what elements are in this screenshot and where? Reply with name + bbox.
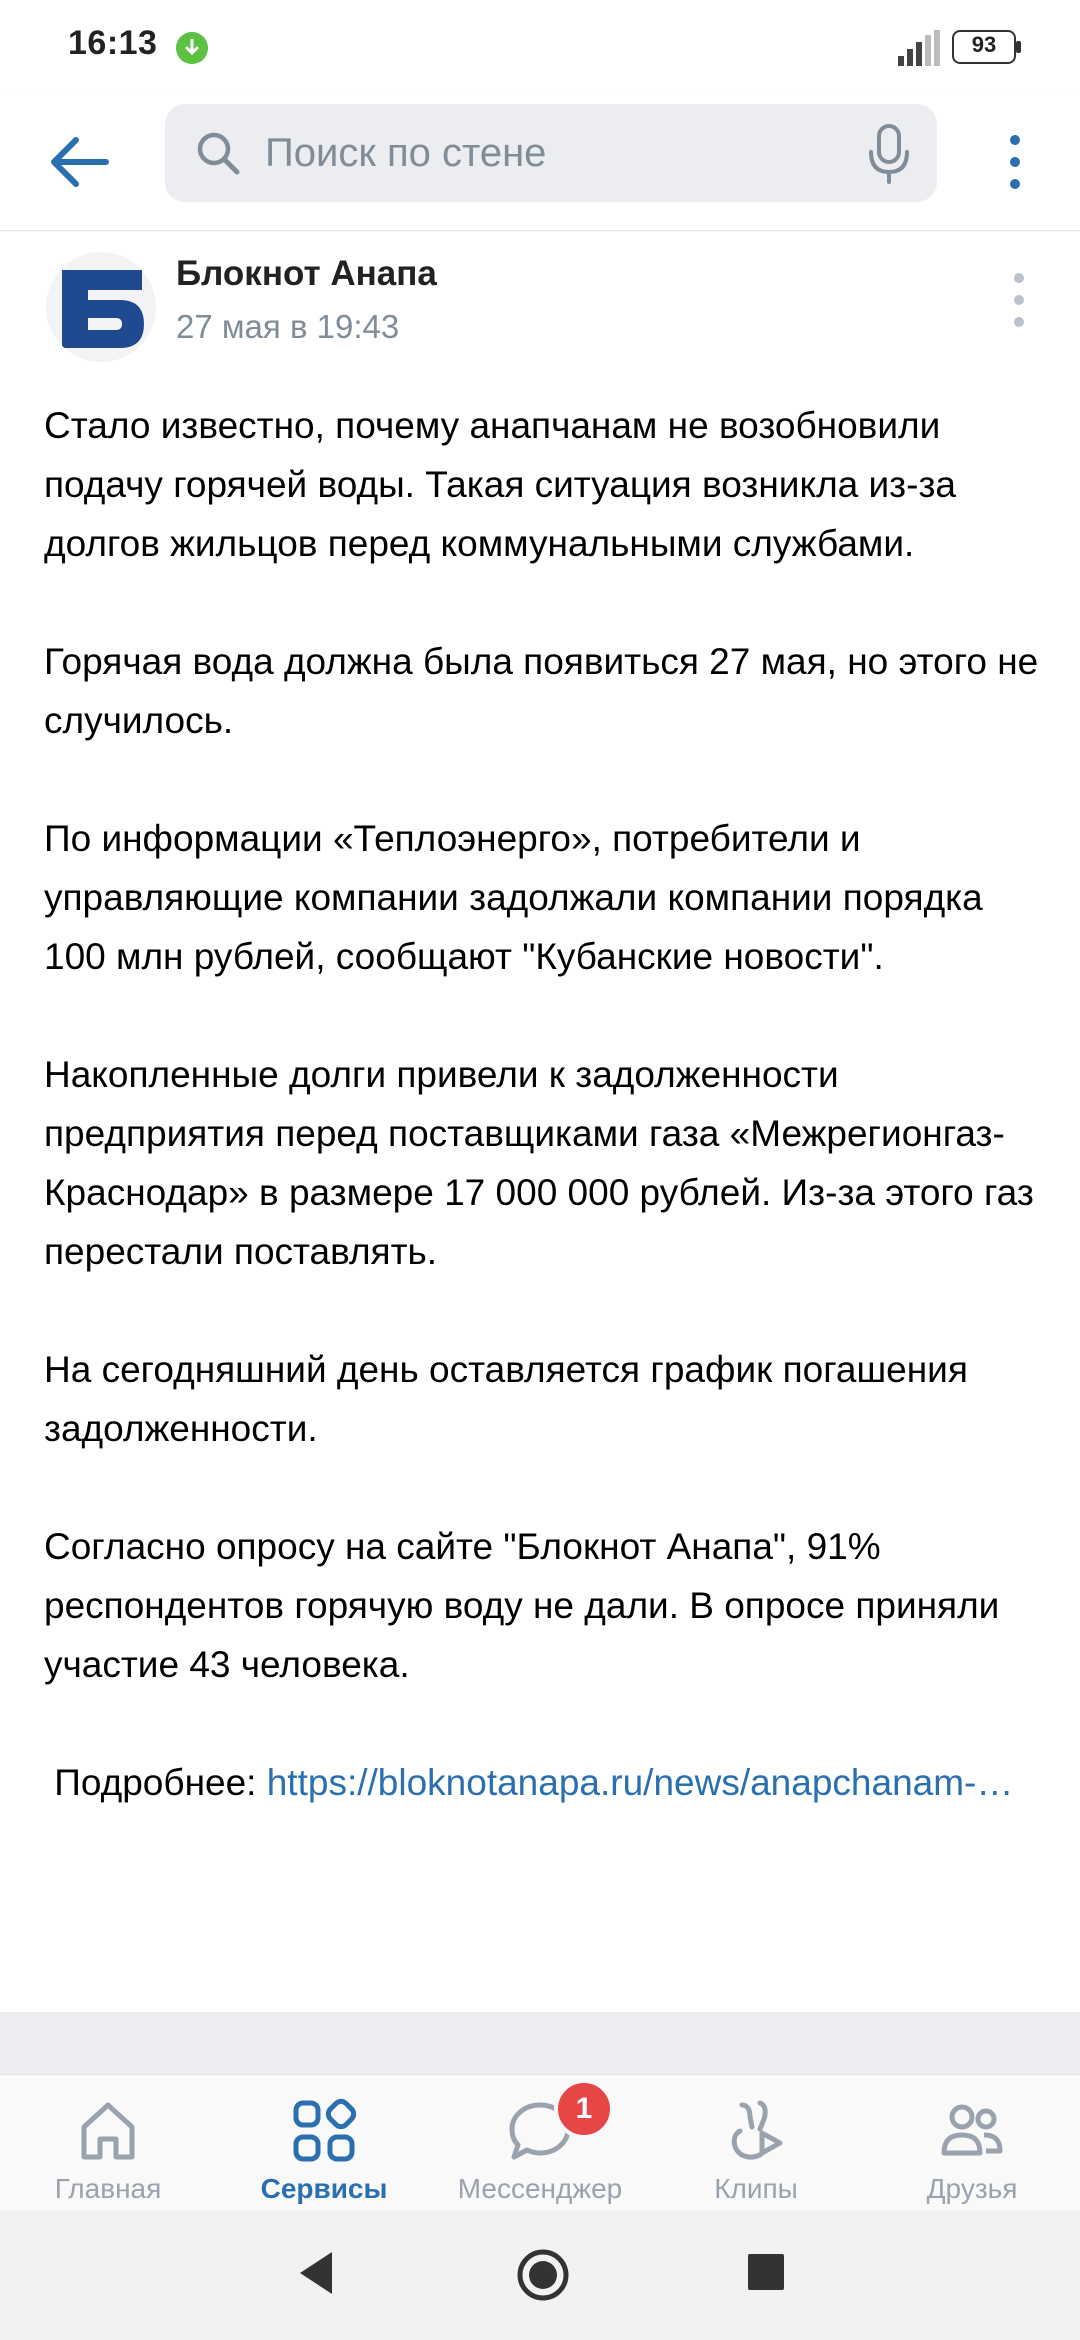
nav-friends[interactable] (864, 2075, 1080, 2211)
nav-label: Главная (54, 2173, 162, 2204)
top-bar (0, 92, 1080, 231)
nav-label: Друзья (926, 2173, 1018, 2204)
back-arrow-icon[interactable] (40, 122, 120, 202)
nav-label: Мессенджер (457, 2173, 623, 2204)
post-paragraph: Накопленные долги привели к задолженности предприятия перед поставщиками газа «Межрегионгаз-Краснодар» в размере 17 000 000 рублей. Из-за этого газ перестали поставлять. (44, 1054, 1034, 1272)
microphone-icon[interactable] (865, 122, 913, 186)
post-paragraph: Горячая вода должна была появиться 27 мая, но этого не случилось. (44, 641, 1039, 741)
download-icon (176, 32, 208, 64)
signal-icon (898, 30, 940, 66)
post-text (44, 396, 1044, 1812)
nav-home[interactable] (0, 2075, 216, 2211)
unread-badge: 1 (554, 2079, 614, 2139)
bloknot-logo (46, 252, 156, 362)
system-navigation (0, 2210, 1080, 2340)
nav-messenger[interactable] (432, 2075, 648, 2211)
wall-post (0, 232, 1080, 2012)
status-bar (0, 0, 1080, 92)
system-home-icon[interactable] (516, 2248, 570, 2302)
search-icon (195, 130, 241, 176)
status-time: 16:13 (68, 24, 158, 62)
battery-level: 93 (971, 32, 997, 57)
post-paragraph: По информации «Теплоэнерго», потребители и управляющие компании задолжали компании порядка 100 млн рублей, сообщают "Кубанские новости". (44, 818, 983, 977)
nav-label: Сервисы (260, 2173, 388, 2204)
friends-icon (938, 2097, 1006, 2165)
system-back-icon[interactable] (296, 2250, 336, 2296)
services-icon (290, 2097, 358, 2165)
post-more-icon[interactable] (1004, 260, 1034, 340)
search-input[interactable] (165, 104, 937, 202)
nav-clips[interactable] (648, 2075, 864, 2211)
post-more-line (44, 1753, 1044, 1812)
nav-label: Клипы (714, 2173, 798, 2204)
search-placeholder: Поиск по стене (265, 131, 547, 175)
post-date: 27 мая в 19:43 (176, 308, 400, 345)
more-vertical-icon[interactable] (1000, 122, 1030, 202)
post-paragraph: Стало известно, почему анапчанам не возобновили подачу горячей воды. Такая ситуация возникла из-за долгов жильцов перед коммунальными службами. (44, 405, 957, 564)
post-link[interactable]: https://bloknotanapa.ru/news/anapchanam-… (266, 1762, 1014, 1803)
system-recents-icon[interactable] (748, 2254, 784, 2290)
bottom-navigation (0, 2074, 1080, 2211)
clips-icon (722, 2097, 790, 2165)
home-icon (74, 2097, 142, 2165)
avatar[interactable] (46, 252, 156, 362)
post-paragraph: Согласно опросу на сайте "Блокнот Анапа", 91% респондентов горячую воду не дали. В опросе приняли участие 43 человека. (44, 1526, 1000, 1685)
feed-gap (0, 2012, 1080, 2074)
more-label: Подробнее: (44, 1762, 267, 1803)
nav-services[interactable] (216, 2075, 432, 2211)
post-paragraph: На сегодняшний день оставляется график погашения задолженности. (44, 1349, 968, 1449)
post-author[interactable]: Блокнот Анапа (176, 254, 437, 293)
